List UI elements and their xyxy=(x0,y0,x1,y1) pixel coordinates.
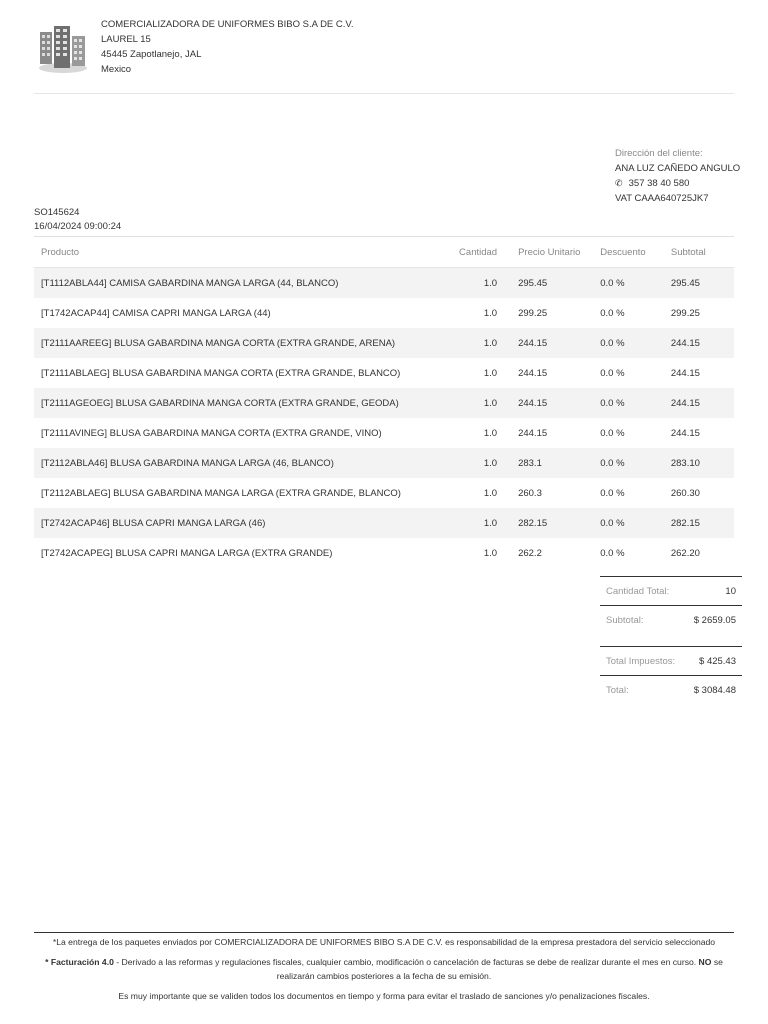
cell-product: [T2742ACAPEG] BLUSA CAPRI MANGA LARGA (EXTRA GRANDE) xyxy=(41,547,333,559)
taxes-label: Total Impuestos: xyxy=(606,655,676,667)
table-row xyxy=(34,508,734,538)
subtotal-label: Subtotal: xyxy=(606,614,644,626)
cell-unit-price: 244.15 xyxy=(518,367,548,379)
client-vat: VAT CAAA640725JK7 xyxy=(615,193,709,204)
cell-subtotal: 299.25 xyxy=(670,307,700,319)
table-row xyxy=(34,448,734,478)
cell-product: [T2742ACAP46] BLUSA CAPRI MANGA LARGA (46) xyxy=(34,508,431,538)
company-address xyxy=(101,17,354,77)
company-name: COMERCIALIZADORA DE UNIFORMES BIBO S.A DE C.V. xyxy=(101,19,354,30)
cell-subtotal: 283.10 xyxy=(664,448,734,478)
cell-discount: 0.0 % xyxy=(593,268,664,299)
client-address-label: Dirección del cliente: xyxy=(615,148,703,159)
cell-unit-price: 244.15 xyxy=(511,328,593,358)
cell-subtotal: 295.45 xyxy=(664,268,734,299)
billing-note-no: NO xyxy=(698,957,712,967)
table-row xyxy=(34,538,734,568)
cell-unit-price: 295.45 xyxy=(511,268,593,299)
billing-note-prefix: * Facturación 4.0 xyxy=(45,957,114,967)
order-reference: SO145624 xyxy=(34,207,80,218)
billing-note-text-2: se realizarán cambios posteriores a la fecha de su emisión. xyxy=(276,957,723,981)
cell-product: [T1742ACAP44] CAMISA CAPRI MANGA LARGA (44) xyxy=(41,307,271,319)
column-header-product: Producto xyxy=(34,237,431,268)
company-logo-icon xyxy=(36,24,90,74)
cell-discount: 0.0 % xyxy=(600,427,625,439)
client-name: ANA LUZ CAÑEDO ANGULO xyxy=(615,163,741,174)
cell-quantity: 1.0 xyxy=(483,547,498,559)
table-row xyxy=(34,358,734,388)
footer xyxy=(34,932,734,1009)
taxes-value: $ 425.43 xyxy=(699,655,736,667)
cell-discount: 0.0 % xyxy=(593,448,664,478)
grand-total-row xyxy=(600,676,742,704)
table-row xyxy=(34,388,734,418)
cell-subtotal: 244.15 xyxy=(670,367,700,379)
cell-quantity: 1.0 xyxy=(483,367,498,379)
client-address xyxy=(615,146,740,206)
cell-unit-price: 244.15 xyxy=(518,427,548,439)
cell-quantity: 1.0 xyxy=(483,487,498,499)
cell-product: [T2111ABLAEG] BLUSA GABARDINA MANGA CORTA (EXTRA GRANDE, BLANCO) xyxy=(41,367,401,379)
table-row xyxy=(34,478,734,508)
cell-unit-price: 282.15 xyxy=(511,508,593,538)
cell-discount: 0.0 % xyxy=(600,487,625,499)
cell-unit-price: 260.3 xyxy=(518,487,542,499)
cell-discount: 0.0 % xyxy=(600,367,625,379)
cell-product: [T2112ABLA46] BLUSA GABARDINA MANGA LARGA (46, BLANCO) xyxy=(34,448,431,478)
cell-discount: 0.0 % xyxy=(600,547,625,559)
cell-subtotal: 260.30 xyxy=(670,487,700,499)
cell-discount: 0.0 % xyxy=(600,307,625,319)
cell-unit-price: 262.2 xyxy=(518,547,542,559)
order-lines-table xyxy=(34,236,734,568)
table-header-row xyxy=(34,237,734,268)
column-header-unit-price: Precio Unitario xyxy=(511,237,593,268)
cell-quantity: 1.0 xyxy=(483,307,498,319)
company-street: LAUREL 15 xyxy=(101,34,151,45)
grand-total-label: Total: xyxy=(606,684,629,696)
cell-product: [T2111AAREEG] BLUSA GABARDINA MANGA CORTA (EXTRA GRANDE, ARENA) xyxy=(34,328,431,358)
client-phone: 357 38 40 580 xyxy=(628,178,690,189)
cell-discount: 0.0 % xyxy=(593,388,664,418)
table-row xyxy=(34,328,734,358)
cell-unit-price: 283.1 xyxy=(511,448,593,478)
billing-note-text-1: - Derivado a las reformas y regulaciones fiscales, cualquier cambio, modificación o cancelación de facturas se debe de realizar durante el mes en curso. xyxy=(113,957,699,967)
cell-quantity: 1.0 xyxy=(431,508,511,538)
cell-quantity: 1.0 xyxy=(431,328,511,358)
cell-product: [T2111AGEOEG] BLUSA GABARDINA MANGA CORTA (EXTRA GRANDE, GEODA) xyxy=(34,388,431,418)
cell-subtotal: 244.15 xyxy=(664,388,734,418)
billing-note xyxy=(34,955,734,983)
cell-discount: 0.0 % xyxy=(593,328,664,358)
subtotal-row xyxy=(600,606,742,634)
validation-note: Es muy importante que se validen todos los documentos en tiempo y forma para evitar el traslado de sanciones y/o penalizaciones fiscales. xyxy=(118,991,650,1001)
cell-subtotal: 244.15 xyxy=(670,427,700,439)
table-row xyxy=(34,268,734,299)
phone-icon: ✆ xyxy=(615,178,623,188)
delivery-note: *La entrega de los paquetes enviados por COMERCIALIZADORA DE UNIFORMES BIBO S.A DE C.V. es responsabilidad de la empresa prestadora del servicio seleccionado xyxy=(52,937,716,947)
client-phone-line xyxy=(615,176,740,191)
column-header-quantity: Cantidad xyxy=(431,237,511,268)
cell-subtotal: 282.15 xyxy=(664,508,734,538)
cell-unit-price: 244.15 xyxy=(511,388,593,418)
header-divider xyxy=(34,93,734,94)
grand-total-value: $ 3084.48 xyxy=(693,684,736,696)
cell-subtotal: 244.15 xyxy=(664,328,734,358)
cell-product: [T2111AVINEG] BLUSA GABARDINA MANGA CORTA (EXTRA GRANDE, VINO) xyxy=(41,427,382,439)
cell-quantity: 1.0 xyxy=(483,427,498,439)
total-quantity-label: Cantidad Total: xyxy=(606,585,670,597)
company-city: 45445 Zapotlanejo, JAL xyxy=(101,49,202,60)
order-date: 16/04/2024 09:00:24 xyxy=(34,221,122,232)
cell-quantity: 1.0 xyxy=(431,448,511,478)
cell-subtotal: 262.20 xyxy=(670,547,700,559)
column-header-subtotal: Subtotal xyxy=(664,237,734,268)
total-quantity-value: 10 xyxy=(725,585,736,597)
total-quantity-row xyxy=(600,576,742,606)
cell-product: [T2112ABLAEG] BLUSA GABARDINA MANGA LARGA (EXTRA GRANDE, BLANCO) xyxy=(41,487,401,499)
column-header-discount: Descuento xyxy=(593,237,664,268)
table-row xyxy=(34,298,734,328)
table-row xyxy=(34,418,734,448)
order-info xyxy=(34,206,121,234)
cell-quantity: 1.0 xyxy=(431,268,511,299)
subtotal-value: $ 2659.05 xyxy=(693,614,736,626)
taxes-row xyxy=(600,646,742,676)
cell-unit-price: 299.25 xyxy=(518,307,548,319)
totals-block xyxy=(600,576,742,704)
company-country: Mexico xyxy=(101,64,132,75)
cell-product: [T1112ABLA44] CAMISA GABARDINA MANGA LARGA (44, BLANCO) xyxy=(34,268,431,299)
cell-discount: 0.0 % xyxy=(593,508,664,538)
cell-quantity: 1.0 xyxy=(431,388,511,418)
